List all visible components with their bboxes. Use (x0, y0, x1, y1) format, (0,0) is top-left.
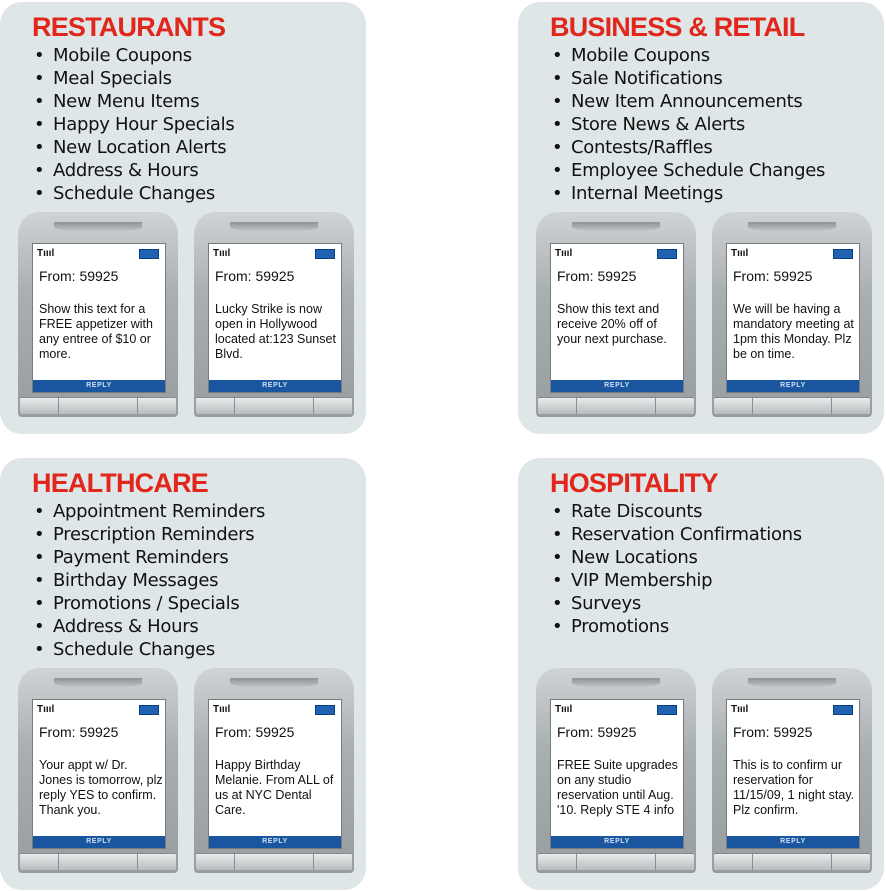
list-item: • Rate Discounts (552, 501, 703, 522)
signal-strength-icon: Tıııl (555, 704, 573, 715)
sms-sender: From: 59925 (557, 268, 637, 284)
sms-message: FREE Suite upgrades on any studio reservation until Aug. '10. Reply STE 4 info (557, 758, 678, 817)
sms-message: Happy Birthday Melanie. From ALL of us at NYC Dental Care. (215, 758, 334, 817)
list-item: • Prescription Reminders (34, 524, 255, 545)
phone-keypad-edge (20, 853, 176, 870)
phone-keypad-edge (20, 397, 176, 414)
list-item: • Sale Notifications (552, 68, 723, 89)
signal-strength-icon: Tıııl (213, 248, 231, 259)
signal-strength-icon: Tıııl (37, 248, 55, 259)
list-item: • Surveys (552, 593, 641, 614)
phone-mockup (536, 668, 696, 873)
reply-button[interactable]: REPLY (727, 836, 859, 848)
sms-sender: From: 59925 (733, 724, 813, 740)
battery-icon (139, 249, 159, 259)
sms-sender: From: 59925 (733, 268, 813, 284)
sms-message: Show this text and receive 20% off of your next purchase. (557, 302, 667, 346)
phone-screen (726, 243, 860, 393)
battery-icon (315, 249, 335, 259)
phone-mockup (18, 212, 178, 417)
list-item: • VIP Membership (552, 570, 713, 591)
bullet-icon: • (34, 91, 45, 112)
phone-mockup (536, 212, 696, 417)
list-item: • Promotions / Specials (34, 593, 240, 614)
phone-screen (32, 243, 166, 393)
sms-sender: From: 59925 (557, 724, 637, 740)
list-item: • Promotions (552, 616, 669, 637)
battery-icon (657, 705, 677, 715)
list-item: • New Locations (552, 547, 698, 568)
bullet-icon: • (34, 45, 45, 66)
phone-mockup (712, 212, 872, 417)
signal-strength-icon: Tıııl (555, 248, 573, 259)
phone-mockup (18, 668, 178, 873)
sms-sender: From: 59925 (215, 268, 295, 284)
phone-keypad-edge (196, 853, 352, 870)
sms-message: Show this text for a FREE appetizer with any entree of $10 or more. (39, 302, 153, 361)
list-item: • Appointment Reminders (34, 501, 266, 522)
phone-screen (550, 243, 684, 393)
earpiece-icon (748, 678, 836, 688)
bullet-icon: • (552, 45, 563, 66)
panel-title: HOSPITALITY (550, 468, 718, 498)
bullet-icon: • (34, 160, 45, 181)
earpiece-icon (572, 222, 660, 232)
feature-list (552, 500, 802, 638)
panel-title: BUSINESS & RETAIL (550, 12, 805, 42)
sms-message: Lucky Strike is now open in Hollywood located at:123 Sunset Blvd. (215, 302, 336, 361)
battery-icon (139, 705, 159, 715)
panel-title: RESTAURANTS (32, 12, 226, 42)
sms-sender: From: 59925 (215, 724, 295, 740)
list-item: • Store News & Alerts (552, 114, 745, 135)
list-item: • Contests/Raffles (552, 137, 713, 158)
list-item: • Payment Reminders (34, 547, 229, 568)
signal-strength-icon: Tıııl (37, 704, 55, 715)
bullet-icon: • (552, 616, 563, 637)
bullet-icon: • (34, 639, 45, 660)
reply-button[interactable]: REPLY (551, 380, 683, 392)
bullet-icon: • (552, 114, 563, 135)
feature-list (552, 44, 825, 205)
list-item: • Address & Hours (34, 160, 199, 181)
bullet-icon: • (552, 570, 563, 591)
earpiece-icon (572, 678, 660, 688)
signal-strength-icon: Tıııl (731, 248, 749, 259)
sms-sender: From: 59925 (39, 724, 119, 740)
earpiece-icon (54, 222, 142, 232)
list-item: • Internal Meetings (552, 183, 723, 204)
bullet-icon: • (34, 68, 45, 89)
bullet-icon: • (34, 570, 45, 591)
list-item: • Employee Schedule Changes (552, 160, 826, 181)
bullet-icon: • (552, 547, 563, 568)
list-item: • Schedule Changes (34, 183, 215, 204)
sms-message: This is to confirm ur reservation for 11/15/09, 1 night stay. Plz confirm. (733, 758, 855, 817)
list-item: • Reservation Confirmations (552, 524, 802, 545)
sms-message: Your appt w/ Dr. Jones is tomorrow, plz reply YES to confirm. Thank you. (39, 758, 163, 817)
bullet-icon: • (34, 593, 45, 614)
bullet-icon: • (552, 160, 563, 181)
reply-button[interactable]: REPLY (33, 836, 165, 848)
signal-strength-icon: Tıııl (213, 704, 231, 715)
bullet-icon: • (34, 501, 45, 522)
phone-mockup (712, 668, 872, 873)
panel-title: HEALTHCARE (32, 468, 208, 498)
panel-restaurants (0, 2, 366, 434)
reply-button[interactable]: REPLY (551, 836, 683, 848)
earpiece-icon (54, 678, 142, 688)
bullet-icon: • (34, 616, 45, 637)
sms-message: We will be having a mandatory meeting at 1pm this Monday. Plz be on time. (733, 302, 854, 361)
phone-keypad-edge (538, 853, 694, 870)
phone-mockup (194, 212, 354, 417)
earpiece-icon (748, 222, 836, 232)
phone-keypad-edge (714, 397, 870, 414)
bullet-icon: • (552, 137, 563, 158)
reply-button[interactable]: REPLY (209, 836, 341, 848)
bullet-icon: • (34, 524, 45, 545)
list-item: • Address & Hours (34, 616, 199, 637)
list-item: • Mobile Coupons (34, 45, 192, 66)
phone-screen (32, 699, 166, 849)
phone-screen (726, 699, 860, 849)
reply-button[interactable]: REPLY (727, 380, 859, 392)
list-item: • Happy Hour Specials (34, 114, 235, 135)
phone-screen (208, 243, 342, 393)
bullet-icon: • (552, 501, 563, 522)
reply-button[interactable]: REPLY (209, 380, 341, 392)
list-item: • New Location Alerts (34, 137, 227, 158)
panel-hospitality (518, 458, 884, 890)
phone-mockup (194, 668, 354, 873)
bullet-icon: • (34, 183, 45, 204)
phone-keypad-edge (538, 397, 694, 414)
sms-sender: From: 59925 (39, 268, 119, 284)
feature-list (34, 500, 265, 661)
panel-business-retail (518, 2, 884, 434)
list-item: • New Menu Items (34, 91, 200, 112)
bullet-icon: • (552, 68, 563, 89)
bullet-icon: • (34, 547, 45, 568)
bullet-icon: • (552, 183, 563, 204)
phone-screen (550, 699, 684, 849)
bullet-icon: • (34, 137, 45, 158)
phone-keypad-edge (714, 853, 870, 870)
battery-icon (315, 705, 335, 715)
list-item: • Schedule Changes (34, 639, 215, 660)
bullet-icon: • (34, 114, 45, 135)
bullet-icon: • (552, 91, 563, 112)
battery-icon (833, 705, 853, 715)
battery-icon (833, 249, 853, 259)
list-item: • Meal Specials (34, 68, 172, 89)
bullet-icon: • (552, 524, 563, 545)
list-item: • Mobile Coupons (552, 45, 710, 66)
list-item: • Birthday Messages (34, 570, 219, 591)
phone-keypad-edge (196, 397, 352, 414)
earpiece-icon (230, 678, 318, 688)
reply-button[interactable]: REPLY (33, 380, 165, 392)
battery-icon (657, 249, 677, 259)
list-item: • New Item Announcements (552, 91, 803, 112)
bullet-icon: • (552, 593, 563, 614)
phone-screen (208, 699, 342, 849)
feature-list (34, 44, 234, 205)
signal-strength-icon: Tıııl (731, 704, 749, 715)
earpiece-icon (230, 222, 318, 232)
panel-healthcare (0, 458, 366, 890)
